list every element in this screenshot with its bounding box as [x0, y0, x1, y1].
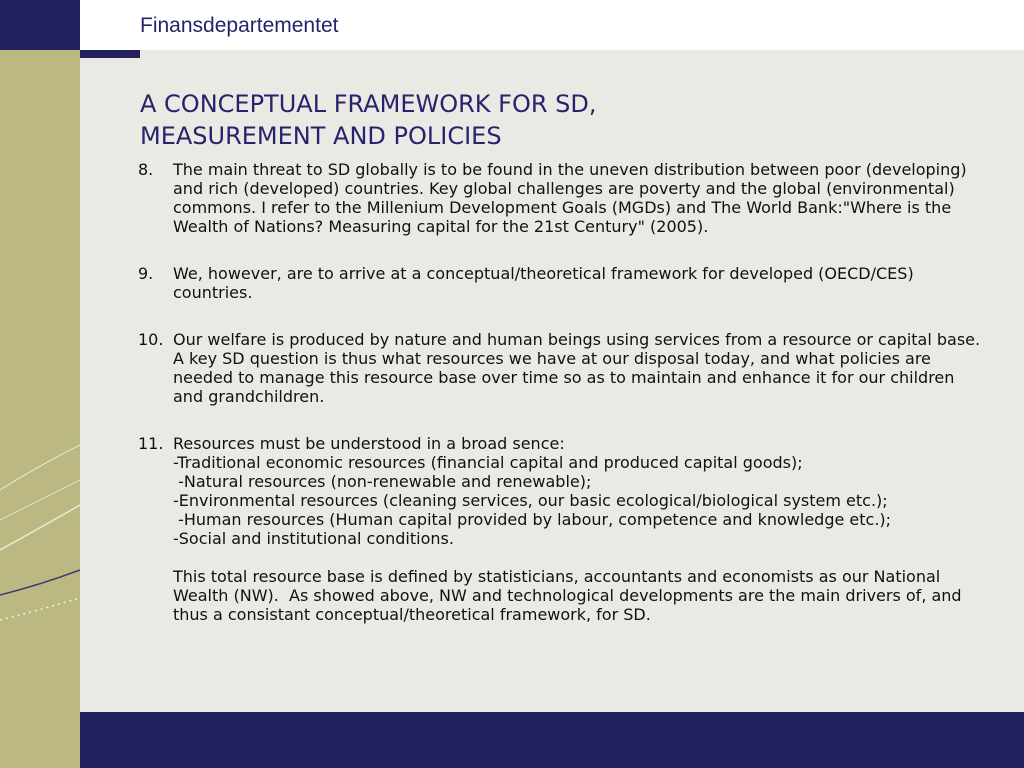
slide-title-line: MEASUREMENT AND POLICIES — [140, 122, 502, 150]
resource-line: -Human resources (Human capital provided by labour, competence and knowledge etc.); — [173, 510, 892, 529]
item-text: The main threat to SD globally is to be found in the uneven distribution between poor (developing) and rich (developed) countries. Key global challenges are poverty and the global (environmental) commons. I refer to the Millenium Development Goals (MGDs) and The World Bank:"Where is the Wealth of Nations? Measuring capital for the 21st Century" (2005). — [173, 160, 967, 236]
item-text: Our welfare is produced by nature and human beings using services from a resource or capital base. A key SD question is thus what resources we have at our disposal today, and what policies are needed to manage this resource base over time so as to maintain and enhance it for our children and grandchildren. — [173, 330, 981, 406]
list-item — [138, 264, 988, 302]
brand-underline — [80, 50, 140, 58]
item-number: 10. — [138, 330, 164, 349]
resource-line: -Natural resources (non-renewable and renewable); — [173, 472, 592, 491]
brand-name: Finansdepartementet — [140, 14, 339, 37]
item-number: 9. — [138, 264, 154, 283]
item-number: 11. — [138, 434, 164, 453]
decorative-curves — [0, 50, 80, 768]
item-number: 8. — [138, 160, 154, 179]
slide-content — [138, 160, 988, 652]
footer-bar — [80, 712, 1024, 768]
resource-line: Resources must be understood in a broad sence: — [173, 434, 565, 453]
slide-title — [140, 88, 940, 152]
decorative-side-band — [0, 50, 80, 768]
item-text: We, however, are to arrive at a conceptual/theoretical framework for developed (OECD/CES) countries. — [173, 264, 914, 302]
item-body — [173, 434, 988, 624]
resource-line: -Environmental resources (cleaning services, our basic ecological/biological system etc.); — [173, 491, 888, 510]
summary-paragraph: This total resource base is defined by statisticians, accountants and economists as our National Wealth (NW). As showed above, NW and technological developments are the main drivers of, and thus a consistant conceptual/theoretical framework, for SD. — [173, 567, 967, 624]
resource-line: -Social and institutional conditions. — [173, 529, 454, 548]
resource-line: -Traditional economic resources (financial capital and produced capital goods); — [173, 453, 803, 472]
list-item — [138, 330, 988, 406]
slide-title-line: A CONCEPTUAL FRAMEWORK FOR SD, — [140, 90, 597, 118]
list-item — [138, 160, 988, 236]
list-item — [138, 434, 988, 624]
header-logo-block — [0, 0, 80, 50]
